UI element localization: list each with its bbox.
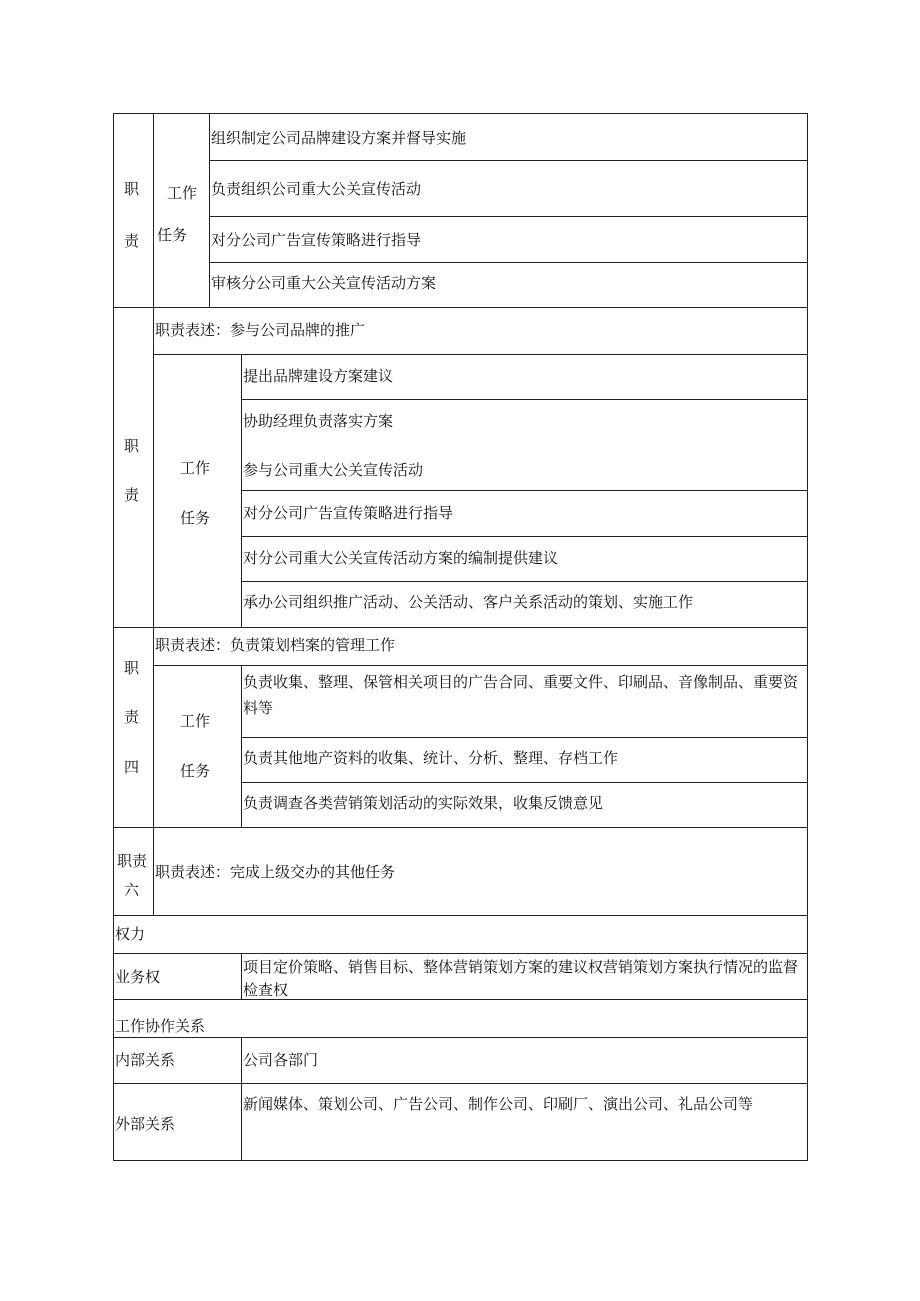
row-label: 业务权 (115, 968, 161, 986)
duty-label-char: 责 (124, 708, 140, 726)
task-item: 对分公司重大公关宣传活动方案的编制提供建议 (243, 549, 559, 567)
row-label: 外部关系 (115, 1115, 176, 1133)
duty-label-char: 责 (124, 232, 140, 250)
duty-label-char: 职 (124, 659, 140, 677)
duty-statement: 职责表述：参与公司品牌的推广 (155, 321, 366, 339)
duty-label: 六 (124, 881, 140, 899)
row-value: 公司各部门 (243, 1051, 319, 1069)
duty-statement: 职责表述：完成上级交办的其他任务 (155, 863, 396, 881)
row-value: 新闻媒体、策划公司、广告公司、制作公司、印刷厂、演出公司、礼品公司等 (243, 1095, 754, 1113)
work-task-label: 工作 (180, 459, 211, 477)
task-item: 负责收集、整理、保管相关项目的广告合同、重要文件、印刷品、音像制品、重要资料等 (243, 673, 799, 717)
task-item: 组织制定公司品牌建设方案并督导实施 (211, 129, 467, 147)
task-item: 对分公司广告宣传策略进行指导 (243, 504, 454, 522)
task-item: 负责组织公司重大公关宣传活动 (211, 180, 422, 198)
row-value: 项目定价策略、销售目标、整体营销策划方案的建议权营销策划方案执行情况的监督检查权 (243, 958, 799, 999)
task-item: 负责调查各类营销策划活动的实际效果，收集反馈意见 (243, 794, 604, 812)
task-item: 对分公司广告宣传策略进行指导 (211, 231, 422, 249)
duty-label-char: 职 (124, 437, 140, 455)
section-title: 权力 (115, 925, 146, 943)
task-item: 负责其他地产资料的收集、统计、分析、整理、存档工作 (243, 749, 619, 767)
duty-label: 职责 (117, 852, 148, 870)
task-item: 协助经理负责落实方案 (243, 412, 394, 430)
duty-label-char: 四 (124, 758, 140, 776)
task-item: 承办公司组织推广活动、公关活动、客户关系活动的策划、实施工作 (243, 593, 694, 611)
work-task-label: 任务 (180, 762, 211, 780)
duty-label-char: 责 (124, 486, 140, 504)
duty-label-char: 职 (124, 180, 140, 198)
task-item: 提出品牌建设方案建议 (243, 367, 394, 385)
work-task-label: 工作 (180, 712, 211, 730)
task-item: 审核分公司重大公关宣传活动方案 (211, 274, 437, 292)
section-title: 工作协作关系 (115, 1017, 206, 1035)
task-item: 参与公司重大公关宣传活动 (243, 461, 424, 479)
work-task-label: 任务 (157, 226, 188, 244)
row-label: 内部关系 (115, 1051, 176, 1069)
work-task-label: 任务 (180, 509, 211, 527)
work-task-label: 工作 (167, 184, 198, 202)
duty-statement: 职责表述：负责策划档案的管理工作 (155, 636, 396, 654)
